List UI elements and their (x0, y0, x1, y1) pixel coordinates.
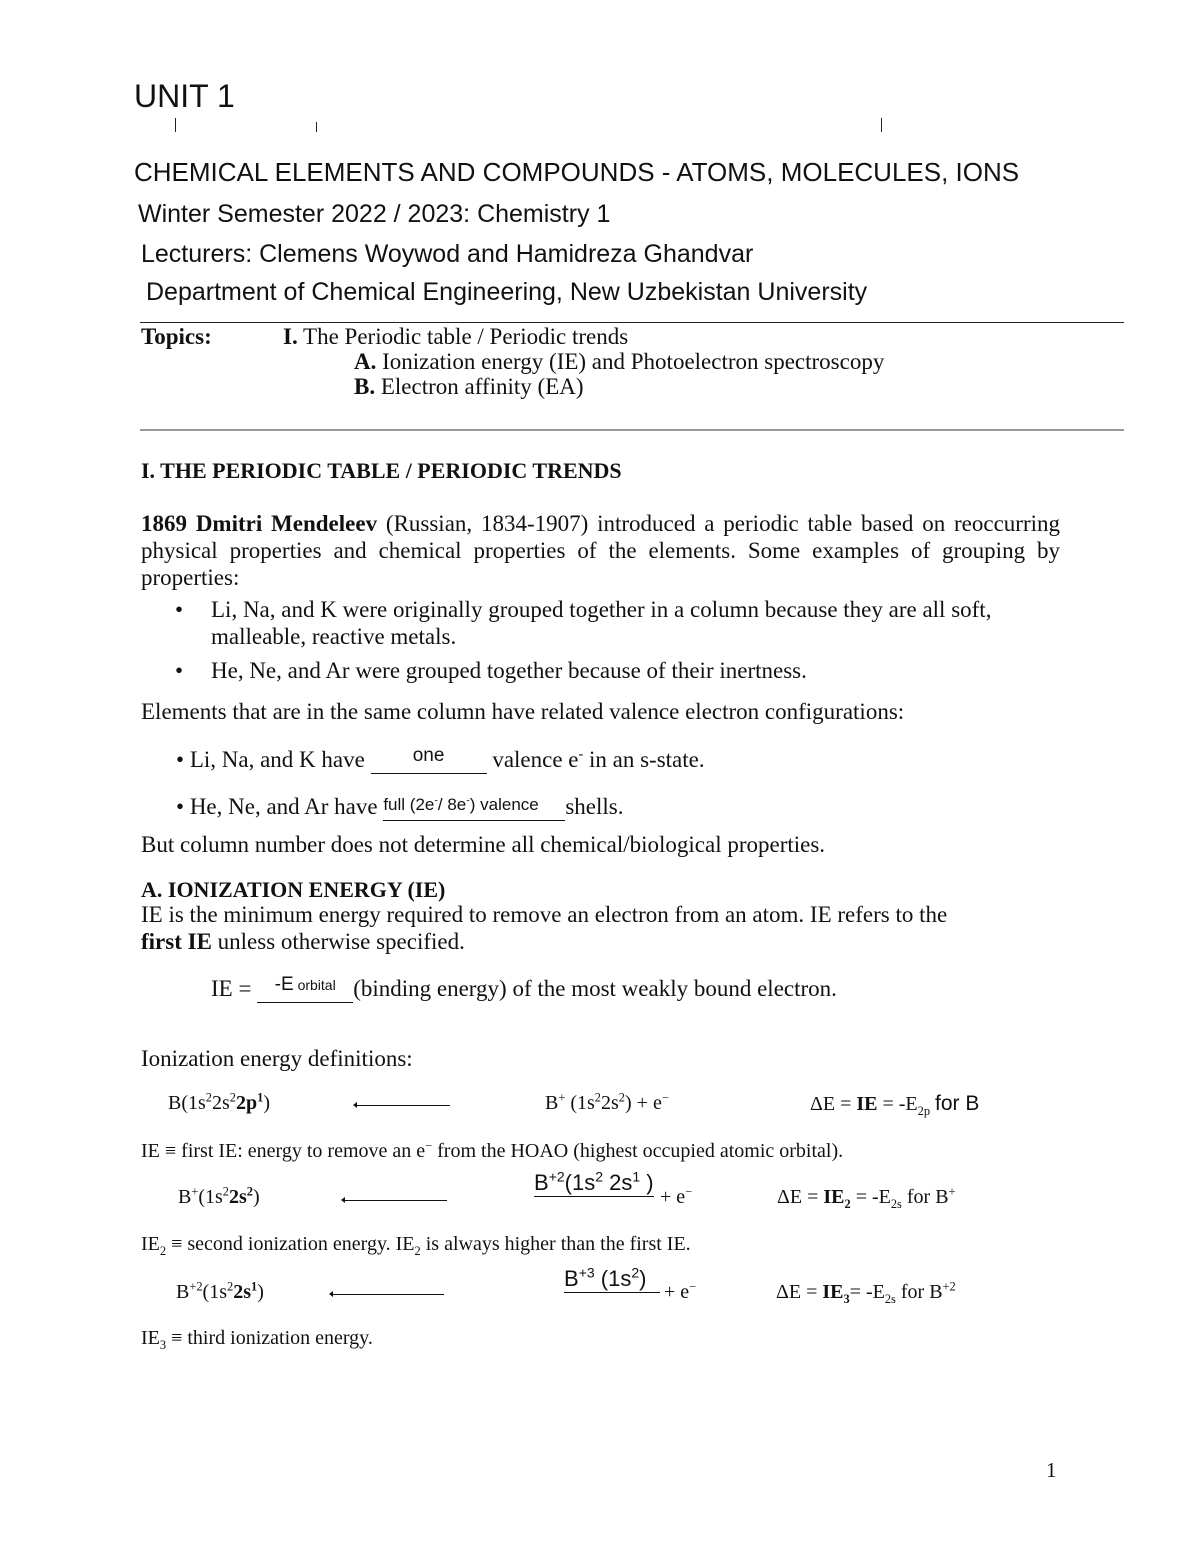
reaction-arrow (355, 1105, 450, 1106)
topic-b-text: Electron affinity (EA) (380, 374, 584, 399)
topics-divider (140, 429, 1124, 431)
document-title: CHEMICAL ELEMENTS AND COMPOUNDS - ATOMS, MOLECULES, IONS (134, 157, 1020, 187)
topic-a-letter: A. (354, 349, 377, 374)
fill-in-he-ne-ar (176, 794, 623, 821)
bullet-text: Li, Na, and K were originally grouped together in a column because they are all soft, malleable, reactive metals. (211, 597, 992, 649)
bullet-icon: • (176, 747, 185, 772)
reaction-arrow (343, 1200, 447, 1201)
delta-e-ie1: ΔE = IE = $-E_{2p}$ for B (810, 1092, 980, 1118)
fill-blank (257, 976, 353, 1003)
header-divider (140, 322, 1124, 323)
department-line: Department of Chemical Engineering, New Uzbekistan University (146, 278, 868, 306)
ie-definition-rest: unless otherwise specified. (217, 929, 465, 954)
handwritten-product: $B^{+3}$ $(1s^2)$ (564, 1266, 660, 1293)
ie-definition-line2 (141, 929, 465, 955)
list-item (175, 657, 1061, 684)
reaction-left-b-plus2: $B^{+2}(1s^22s^1)$ (176, 1279, 264, 1303)
topic-b (354, 374, 584, 400)
handwritten-answer: full (2e-/ 8e-) valence (383, 794, 539, 814)
fill-blank (383, 794, 565, 821)
bullet-icon: • (175, 658, 184, 683)
delta-e-ie2: $\Delta E = IE_2 = -E_{2s}$ for B+ (777, 1184, 956, 1211)
handwritten-product: $B^{+2}(1s^2$ $2s^1$ ) (534, 1168, 654, 1195)
ie3-note: $IE_3$ ≡ third ionization energy. (141, 1327, 373, 1352)
list-item (175, 596, 1061, 650)
fill-prefix: Li, Na, and K have (189, 747, 365, 772)
fill-suffix: in an s-state. (583, 747, 705, 772)
first-ie-bold: first IE (141, 929, 212, 954)
ie-equation-suffix: (binding energy) of the most weakly bound electron. (353, 976, 837, 1001)
ie-equation (211, 976, 837, 1003)
fill-prefix: He, Ne, and Ar have (189, 794, 378, 819)
intro-text: (Russian, 1834-1907) introduced a periodic table based on reoccurring physical properties and chemical properties of the elements. Some examples of grouping by properties: (141, 511, 1060, 590)
ie-definition-line1: IE is the minimum energy required to remove an electron from an atom. IE refers to the (141, 902, 948, 927)
unit-title: UNIT 1 (134, 78, 235, 114)
topic-main-number: I. (283, 324, 298, 349)
section-heading-ionization: A. IONIZATION ENERGY (IE) (141, 877, 446, 902)
fill-suffix: valence e (492, 747, 579, 772)
reaction-left-b-plus: $B^+(1s^22s^2)$ (178, 1184, 260, 1208)
column-sentence: Elements that are in the same column have related valence electron configurations: (141, 699, 905, 724)
definitions-label: Ionization energy definitions: (141, 1046, 413, 1071)
topics-label: Topics: (141, 324, 212, 349)
handwritten-answer: -E orbital (274, 974, 336, 995)
fill-blank (371, 747, 487, 774)
section-heading-periodic: I. THE PERIODIC TABLE / PERIODIC TRENDS (141, 458, 622, 483)
fill-suffix: shells. (565, 794, 624, 819)
page-number: 1 (1046, 1458, 1057, 1482)
delta-e-ie3: $\Delta E = IE_3= -E_{2s}$ for $B^{+2}$ (776, 1279, 956, 1306)
lecturers-line: Lecturers: Clemens Woywod and Hamidreza Ghandvar (141, 240, 754, 268)
topic-b-letter: B. (354, 374, 376, 399)
reaction-arrow (331, 1294, 444, 1295)
scan-mark (175, 118, 176, 132)
reaction-right-b-plus: B+ $(1s^22s^2) + e^-$ (545, 1090, 669, 1114)
handwritten-note: for B (935, 1092, 980, 1115)
intro-paragraph (141, 510, 1060, 591)
handwritten-answer: one (412, 745, 445, 766)
topic-main-text: The Periodic table / Periodic trends (303, 324, 629, 349)
ie2-note: $IE_2$ ≡ second ionization energy. $IE_2$ is always higher than the first IE. (141, 1233, 691, 1258)
bullet-icon: • (176, 794, 185, 819)
bullet-icon: • (175, 597, 184, 622)
topic-a-text: Ionization energy (IE) and Photoelectron spectroscopy (382, 349, 885, 374)
superscript: - (578, 746, 584, 763)
bullet-text: He, Ne, and Ar were grouped together because of their inertness. (211, 658, 807, 683)
topic-main (283, 324, 628, 350)
fill-in-li-na-k (176, 747, 705, 774)
scan-mark (881, 118, 882, 132)
reaction-electron: + e− (664, 1279, 697, 1303)
topic-a (354, 349, 884, 375)
semester-line: Winter Semester 2022 / 2023: Chemistry 1 (138, 200, 611, 228)
intro-bold: 1869 Dmitri Mendeleev (141, 511, 378, 536)
reaction-electron: + e− (660, 1184, 693, 1208)
but-sentence: But column number does not determine all chemical/biological properties. (141, 832, 826, 857)
scan-mark (316, 122, 317, 132)
ie1-note: IE ≡ first IE: energy to remove an e− from the HOAO (highest occupied atomic orbital). (141, 1138, 844, 1162)
reaction-left-b: $B(1s^22s^22p^1)$ (168, 1090, 270, 1114)
ie-equation-prefix: IE = (211, 976, 252, 1001)
